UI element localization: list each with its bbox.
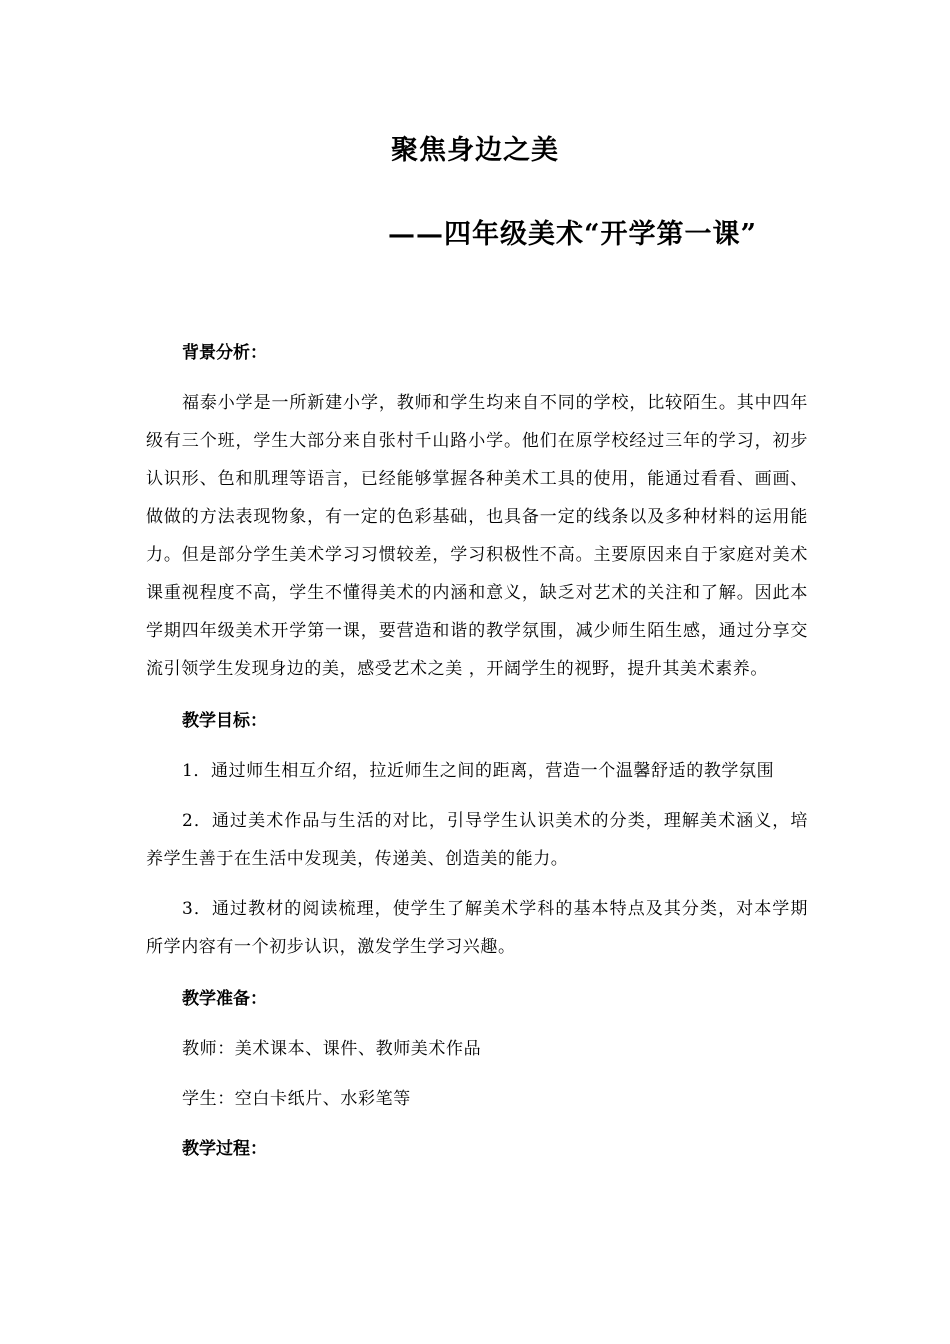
- goal-item-2: 2．通过美术作品与生活的对比，引导学生认识美术的分类，理解美术涵义，培养学生善于在生活中发现美，传递美、创造美的能力。: [146, 811, 808, 869]
- heading-background: 背景分析：: [182, 343, 267, 363]
- paragraph-background: 福泰小学是一所新建小学，教师和学生均来自不同的学校，比较陌生。其中四年级有三个班，学生大部分来自张村千山路小学。他们在原学校经过三年的学习，初步认识形、色和肌理等语言，已经能够掌握各种美术工具的使用，能通过看看、画画、做做的方法表现物象，有一定的色彩基础，也具备一定的线条以及多种材料的运用能力。但是部分学生美术学习习惯较差，学习积极性不高。主要原因来自于家庭对美术课重视程度不高，学生不懂得美术的内涵和意义，缺乏对艺术的关注和了解。因此本学期四年级美术开学第一课，要营造和谐的教学氛围，减少师生陌生感，通过分享交流引领学生发现身边的美，感受艺术之美 ，开阔学生的视野，提升其美术素养。: [146, 393, 808, 679]
- preparation-student: 学生：空白卡纸片、水彩笔等: [182, 1089, 411, 1109]
- heading-goals: 教学目标：: [182, 711, 267, 731]
- document-subtitle: ——四年级美术“开学第一课”: [388, 219, 758, 250]
- heading-process: 教学过程：: [182, 1139, 267, 1159]
- goal-item-1: 1．通过师生相互介绍，拉近师生之间的距离，营造一个温馨舒适的教学氛围: [182, 761, 775, 781]
- document-body: [146, 334, 808, 1168]
- goal-item-3: 3．通过教材的阅读梳理，使学生了解美术学科的基本特点及其分类，对本学期所学内容有一个初步认识，激发学生学习兴趣。: [146, 899, 808, 957]
- heading-preparation: 教学准备：: [182, 989, 267, 1009]
- document-title: 聚焦身边之美: [391, 135, 559, 166]
- preparation-teacher: 教师：美术课本、课件、教师美术作品: [182, 1039, 482, 1059]
